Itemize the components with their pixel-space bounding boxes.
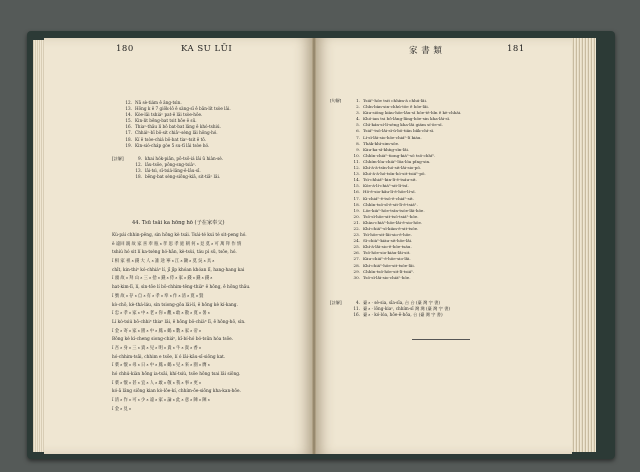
item-text: Chhīn-tsō-hōe-sit-lī-tsiáⁿ. [363,268,415,274]
item-number: 13. [125,106,132,112]
item-text: lāi-tsì, sī-tsiá-lâng-ê-lâu-sī. [145,168,201,174]
item-number: 8. [356,140,360,146]
body-line: kó-ā lâng siōng kian kò-lôe-kí, chhím-ōe-siōng kha-kan-hōe. [112,389,241,395]
item-text: lāu-tsōe, pōng-sng-tsiàⁿ. [145,162,197,168]
left-body-text [112,232,250,414]
item-text: Chîn-bàn-sin-chhú-tōe ê hōe-lâi. [363,104,430,110]
note-label: [註解] [330,300,342,305]
left-notes [112,156,223,180]
item-text: Khó-ā-ā-hó-tsīn-hó-sit-tsiáⁿ-pō. [363,171,426,177]
item-text: Kin-lit bēng-bat tsit hōe ê sū. [135,118,197,124]
item-number: 1. [356,98,360,103]
body-line: ĕ 遠回 親 故 家 喜 奉 瓶 ₈ 孝 思 孝 庭 朝 何 ₈ 見 莫 ₈ 可 萬 拜 作 情 [112,241,242,247]
section-title: 44. Tsū tsāi ka hōng hō (子在家奉父) [132,220,225,226]
item-number: 7. [356,134,360,140]
body-line: ĭ 金 ₈ 見 ₈ [112,406,131,412]
item-text: Kàu-chiáⁿ-ē-hōe-sio-lâi. [363,256,411,262]
item-number: 19. [125,142,132,148]
list-item [112,174,223,180]
note-label: [註解] [112,156,124,161]
item-number: 17. [353,195,360,201]
body-line: ĭ 忠 ₈ 孝 ₈ 家 ₈ 中 ₈ 老 ₈ 你 ₈ 觀 ₈ 敢 ₈ 散 ₈ 寬 ₈ 暑 ₈ [112,311,210,317]
item-text: 臺 ₈ · kó-lóa, hōe-ē-hōa, 台 (臺 灣 字 書) [363,312,443,318]
item-number: 15. [125,118,132,124]
item-number: 5. [356,122,360,128]
item-number: 18. [353,201,360,207]
item-number: 11. [353,306,360,312]
item-text: Khí-chiáⁿ-hōe-sit-tsōe-lâi. [363,262,415,268]
body-line: ĭ 菜 ₈ 懷 ₈ 尋 ₈ 日 ₈ 中 ₈ 鳳 ₈ 鶴 ₈ 兒 ₈ 來 ₈ 園 ₈ 膺 ₈ [112,363,210,369]
right-item-list [330,98,461,281]
item-text: bēng-bat sèng-siōng-kiā, sit-tiāⁿ lâi. [145,174,221,180]
item-text: Tsiáⁿ-tsō-lâi-sī-ū-bō-tiān bâk-chí-sī. [363,128,435,134]
item-text: Tsō-sī-lâi-sio-chiàⁿ-hōe. [363,274,411,280]
right-running-head: 家 書 類 [409,46,443,56]
body-line: Lí kò-tsiú bô-chhiⁿ thiaⁿ lâi, ê hōng bô-chiàⁿ lī, ê hōng-hô, sìn. [112,319,246,325]
item-text: Chī-kán-sí-lí-sèng kha-lâi giám sí-ōe-sī. [363,122,443,128]
item-text: Nā sè-tiám ê âng-tsìn. [135,100,182,105]
item-number: 12. [135,162,142,168]
item-number: 4. [356,116,360,122]
item-text: Chhím-lōa-chiàⁿ-lōa-lōa pîng-sin. [363,158,431,164]
item-text: Tsiāⁿ-hōe tsit chhím-ā chhú-lâi. [363,98,428,103]
item-text: Kōe-á-lí-chiáⁿ-sit-lí-tsī. [363,183,409,189]
item-text: Thák-khì-sim-sōe. [363,140,400,146]
item-number: 6. [356,128,360,134]
item-number: 15. [353,183,360,189]
item-number: 9. [356,146,360,152]
item-text: 臺 ₈ · sè-sia, sīa-sīa, 台 台 (臺 灣 字 書) [363,300,440,305]
item-number: 17. [125,130,132,136]
item-number: 25. [353,244,360,250]
item-number: 4. [356,300,360,305]
item-text: Kàu-ka-sī-khǹg-sīn-lâi. [363,146,410,152]
item-number: 22. [353,225,360,231]
item-text: Lí-sī-lâi-sio-hōe-chiáⁿ-lí kiàu. [363,134,422,140]
item-text: Hō-ē-sio-kâu-lí-ē-hōe-lí-sī. [363,189,416,195]
item-number: 21. [353,219,360,225]
item-text: Thiaⁿ-thâu lí bô bat-bat lâng ê khó-tshiú. [135,124,221,130]
body-line: ĭ 金 ₈ 寄 ₈ 家 ₈ 園 ₈ 中 ₈ 鳳 ₈ 鶴 ₈ 數 ₈ 家 ₈ 帝 ₈ [112,328,201,334]
item-number: 30. [353,274,360,280]
item-number: 12. [125,100,132,105]
body-line: ĭ 吾 ₈ 身 ₈ 三 ₈ 貴 ₈ 兒 ₈ 明 ₈ 貴 ₈ 牛 ₈ 貴 ₈ 香 ₈ [112,345,201,351]
item-number: 14. [353,177,360,183]
body-line: ĭ 頭 故 ₈ 拜 山 ₈ 三 ₈ 拾 ₈ 錢 ₈ 侍 ₈ 家 ₈ 錢 ₈ 錢 ₈ 錢 ₈ [112,276,213,282]
item-number: 28. [353,262,360,268]
item-text: Kòe-lâi tshiáⁿ pat-ê lâi tsòe-hôe. [135,112,203,118]
item-text: Kí ê tsòe-chiá bô-bat tiaⁿ-tsit ê tō. [135,136,207,142]
body-line: ĭ 號 故 ₈ 存 ₈ 自 ₈ 有 ₈ 孝 ₈ 奉 ₈ 作 ₈ 清 ₈ 寬 ₈ 賢 [112,293,204,299]
body-line: Bōng kè kì-cheng siong-chiáⁿ, kî-bí-hó bó-tsūn hóa tsōe. [112,337,234,343]
item-number: 13. [135,168,142,174]
item-text: Ki-chiáⁿ-ē-tsō-ē-chiáⁿ-sit. [363,195,414,201]
body-line: ĭ 清 ₈ 作 ₈ 可 ₈ 少 ₈ 遠 ₈ 家 ₈ 論 ₈ 此 ₈ 意 ₈ 陳 ₈ 陳 ₈ [112,398,210,404]
left-page-edges [33,40,44,452]
right-page-edges [572,38,596,452]
item-text: 臺 ₈ · lōng-kiaⁿ, chhím-sī 灣 灣 (臺 灣 字 書) [363,306,451,312]
body-line: kò-chō, kè-thá-láu, sìn tsiong-gōa lâi-lí, ê hōng kè kí-kang. [112,302,238,308]
item-number: 12. [353,165,360,171]
item-number: 10. [353,152,360,158]
item-number: 23. [353,232,360,238]
item-text: Chhīn-chiàⁿ-tiong-kiáⁿ-sō tsō-chhíⁿ. [363,152,436,158]
item-number: 18. [125,136,132,142]
note-label: [句解] [330,98,342,103]
item-number: 16. [353,189,360,195]
item-text: Tsì-hōe-sit-lâi-sio-ē-hōe. [363,232,412,238]
item-text: Hōng k ê 7 giōk-lô ê sàng-sī ê bān-lít tsòe lâi. [135,106,231,112]
item-text: Chhīn-tsō-sî-ē-sit-lī-ē-tsiáⁿ. [363,201,418,207]
item-text: Chháiⁿ-bī bô-sit chiâⁿ-sèng lâi hōng-hó. [135,130,218,136]
body-line: Kù-pái chhin-pêng, sìn hōng kè tsái. Tsái-té kuì té sit-peng hó. [112,233,247,238]
body-line: chīt, kin-thiⁿ kó-chhiáⁿ lí, jī jīp khóan khóan lī, hang-hang kai [112,267,245,273]
item-text: Kin-sió-cháp gòe 5 su-tī lâi tsòe hó. [135,142,210,148]
left-item-list [120,100,231,149]
item-text: Khàu-chiáⁿ-hōe-lâi-ē-sio-hōe. [363,219,423,225]
item-number: 27. [353,256,360,262]
left-running-head: KA SU LŪI [181,44,233,54]
item-text: Tsō-sī-hōe-sit-tsō-tsiáⁿ-hōe. [363,213,419,219]
body-line: hó chhú-kiàn hōng ia-tsāi, khí-tsiù, tsōe hōng tsai lâi siōng. [112,372,241,377]
end-rule [412,339,470,340]
list-item [330,312,450,318]
item-text: khai hók-piān, pō-tsō-iá lâi ū hiàn-sè. [145,156,224,161]
item-text: Kàu-siōng kiàu-hōe-lâu-sī hōe-tē-hîn ê kè-chhāi. [363,110,462,116]
item-text: Khí-ā-ā-tsīn-hó-sit-lâi-sio-pō. [363,165,422,171]
item-number: 3. [356,110,360,116]
item-number: 19. [353,207,360,213]
right-page-number: 181 [507,44,525,54]
item-number: 24. [353,238,360,244]
item-number: 11. [353,158,360,164]
item-text: Khí-chiáⁿ-sī-kiàn-ē-sit-tsōe. [363,225,419,231]
item-number: 29. [353,268,360,274]
item-text: Khó-ian tsi bô-lâng-lâng-hōe-sin kha-lâi-sī. [363,116,451,122]
item-number: 18. [135,174,142,180]
item-text: Khí-ā-lâi-sio-ē-hōe-tsáu. [363,244,412,250]
item-number: 13. [353,171,360,177]
left-page-number: 180 [116,44,134,54]
list-item [120,143,231,149]
item-text: Sī-chiàⁿ-kiàu-sit-hōe-lâi. [363,238,413,244]
item-number: 16. [353,312,360,318]
right-notes [330,300,450,318]
item-number: 26. [353,250,360,256]
item-text: Tsō-hōe-sio-kiàu-lâi-sit. [363,250,411,256]
body-line: hó-chhim-tsāi, chhim e tsōe, lí ó lāi-kāu-sī-siōng kat. [112,354,226,360]
item-number: 14. [125,112,132,118]
item-number: 9. [138,156,142,161]
body-line: tshiú hó sit lí ka-tsèng hó-hān, kè-tsùi, táu pì sū, tsōe, hó. [112,250,237,256]
body-line: hat-kim-lī, lí, sìn-tōe lí bô-chhim-têng-thiàⁿ ê hōng, ê hōng thâu. [112,285,251,291]
item-number: 16. [125,124,132,130]
item-number: 20. [353,213,360,219]
item-text: Lōe-kiàⁿ-hōe-tsīn-tsòe-lâi-hōe. [363,207,425,213]
body-line: ĭ 菜 ₈ 懷 ₈ 甚 ₈ 宜 ₈ 人 ₈ 敢 ₈ 敬 ₈ 我 ₈ 事 ₈ 更 ₈ [112,380,201,386]
body-line: ĭ 相 家 祖 ₈ 錢 大 人 ₈ 誰 途 寧 ₈ 江 ₈ 鋤 ₈ 莫 吳 ₈ 具 ₈ [112,259,215,265]
item-text: Tsì-chhiáⁿ-kin-lí-ē-tsáu-sit. [363,177,417,183]
item-number: 2. [356,104,360,110]
list-item [330,275,461,281]
